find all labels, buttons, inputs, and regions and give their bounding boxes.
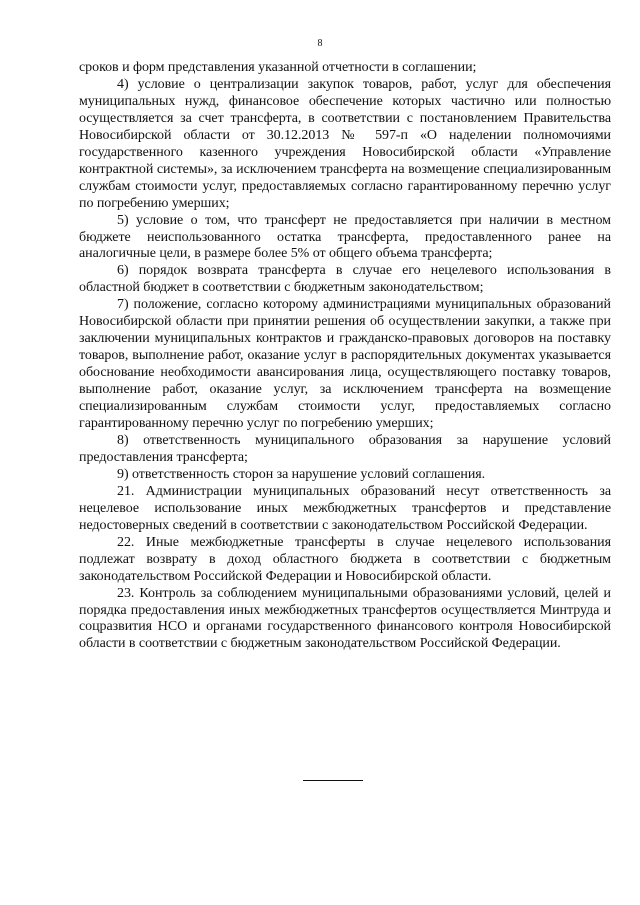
paragraph-continuation: сроков и форм представления указанной отчетности в соглашении;: [79, 60, 477, 75]
document-body: [79, 60, 611, 653]
paragraph-clause-21: 21. Администрации муниципальных образований несут ответственность за нецелевое использование иных межбюджетных трансфертов и представление недостоверных сведений в соответствии с законодательством Российской Федерации.: [79, 483, 611, 533]
paragraph-item-7: 7) положение, согласно которому администрациями муниципальных образований Новосибирской области при принятии решения об осуществлении закупки, а также при заключении муниципальных контрактов и гражданско-правовых договоров на поставку товаров, выполнение работ, оказание услуг в распорядительных документах указывается обоснование необходимости авансирования лица, осуществляющего поставку товаров, выполнение работ, оказание услуг, за исключением трансферта на возмещение специализированным службам стоимости услуг, предоставляемых согласно гарантированному перечню услуг по погребению умерших;: [79, 297, 611, 432]
page-number: 8: [317, 38, 323, 49]
paragraph-clause-22: 22. Иные межбюджетные трансферты в случае нецелевого использования подлежат возврату в доход областного бюджета в соответствии с бюджетным законодательством Российской Федерации и Новосибирской области.: [79, 534, 611, 584]
paragraph-item-8: 8) ответственность муниципального образования за нарушение условий предоставления трансферта;: [79, 432, 611, 465]
paragraph-item-9: 9) ответственность сторон за нарушение условий соглашения.: [117, 466, 486, 482]
paragraph-clause-23: 23. Контроль за соблюдением муниципальными образованиями условий, целей и порядка предоставления иных межбюджетных трансфертов осуществляется Минтруда и соцразвития НСО и органами государственного финансового контроля Новосибирской области в соответствии с бюджетным законодательством Российской Федерации.: [79, 585, 611, 652]
paragraph-item-5: 5) условие о том, что трансферт не предоставляется при наличии в местном бюджете неиспользованного остатка трансферта, предоставленного ранее на аналогичные цели, в размере более 5% от общего объема трансферта;: [79, 212, 611, 262]
end-of-document-rule: [303, 780, 363, 781]
paragraph-item-4: 4) условие о централизации закупок товаров, работ, услуг для обеспечения муниципальных нужд, финансовое обеспечение которых частично или полностью осуществляется за счет трансферта, в соответствии с постановлением Правительства Новосибирской области от 30.12.2013 № 597-п «О наделении полномочиями государственного казенного учреждения Новосибирской области «Управление контрактной системы», за исключением трансферта на возмещение специализированным службам стоимости услуг, предоставляемых согласно гарантированному перечню услуг по погребению умерших;: [79, 76, 611, 211]
paragraph-item-6: 6) порядок возврата трансферта в случае его нецелевого использования в областной бюджет в соответствии с бюджетным законодательством;: [79, 263, 611, 296]
